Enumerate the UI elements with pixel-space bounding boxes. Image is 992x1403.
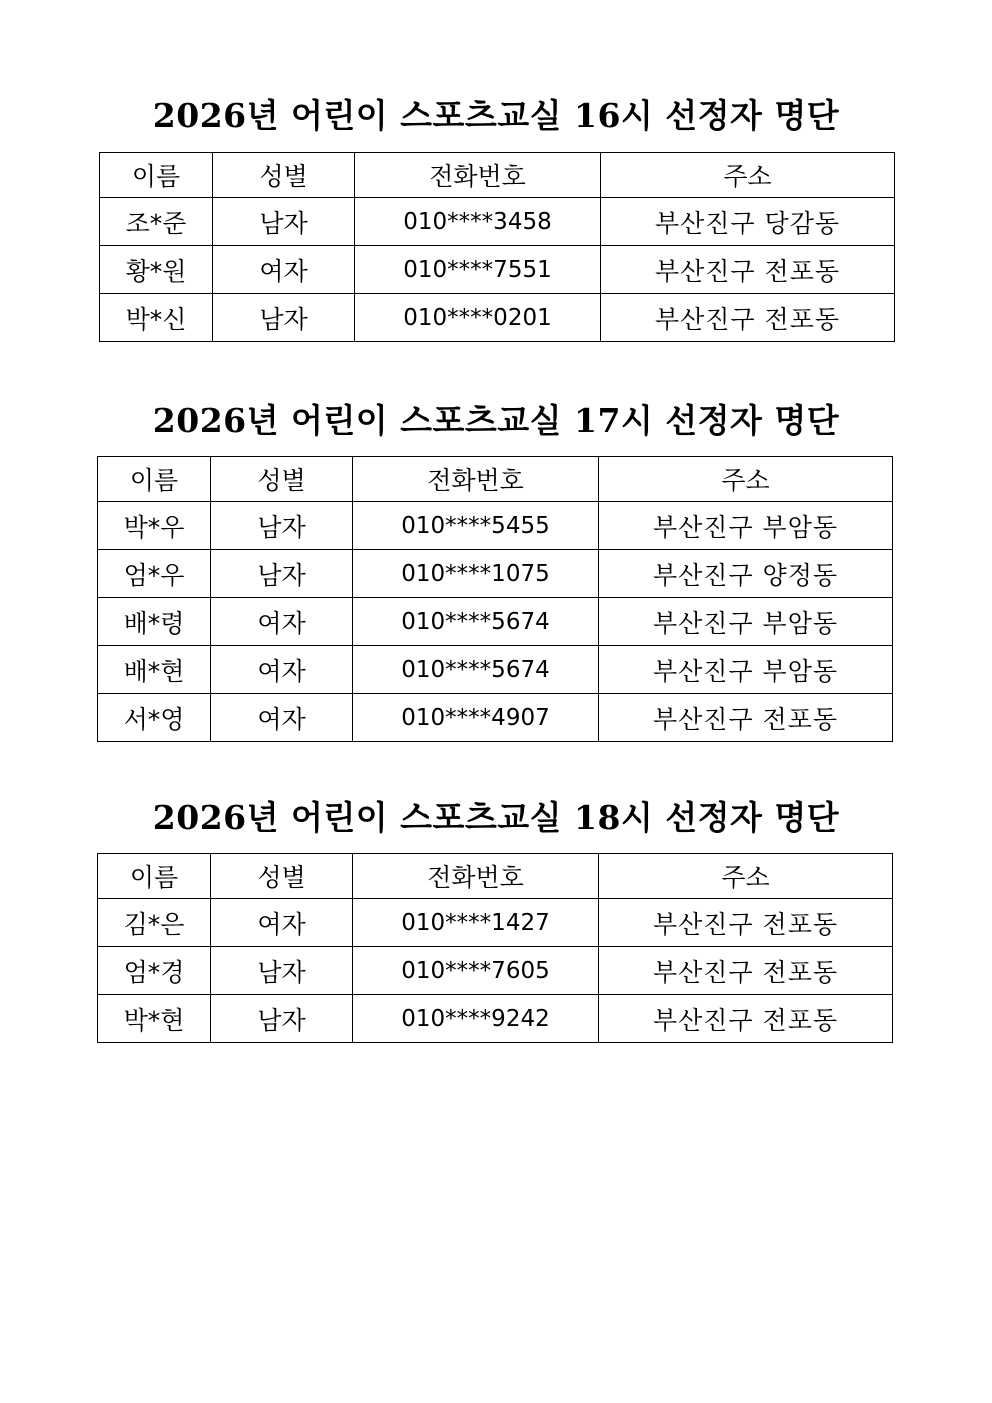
cell-address: 부산진구 부암동 [599,502,893,550]
cell-gender: 남자 [211,947,353,995]
table-row [98,550,893,598]
cell-address: 부산진구 부암동 [599,598,893,646]
header-address: 주소 [599,457,893,502]
table-header-row [100,153,895,198]
cell-phone: 010****3458 [355,198,601,246]
cell-gender: 여자 [211,598,353,646]
cell-name: 박*우 [98,502,211,550]
header-phone: 전화번호 [353,457,599,502]
header-phone: 전화번호 [355,153,601,198]
cell-address: 부산진구 전포동 [601,294,895,342]
header-phone: 전화번호 [353,854,599,899]
header-address: 주소 [599,854,893,899]
cell-name: 김*은 [98,899,211,947]
header-address: 주소 [601,153,895,198]
table-row [100,246,895,294]
cell-gender: 남자 [213,198,355,246]
cell-gender: 남자 [211,502,353,550]
roster-table-18 [97,853,893,1043]
cell-gender: 남자 [211,550,353,598]
cell-address: 부산진구 전포동 [599,947,893,995]
table-row [98,899,893,947]
table-row [98,694,893,742]
cell-address: 부산진구 부암동 [599,646,893,694]
roster-table-16 [99,152,895,342]
cell-address: 부산진구 양정동 [599,550,893,598]
cell-address: 부산진구 전포동 [601,246,895,294]
table-row [98,646,893,694]
cell-phone: 010****0201 [355,294,601,342]
table-row [98,598,893,646]
section-title-16: 2026년 어린이 스포츠교실 16시 선정자 명단 [152,96,840,135]
cell-name: 조*준 [100,198,213,246]
cell-phone: 010****4907 [353,694,599,742]
cell-gender: 여자 [211,899,353,947]
cell-phone: 010****5674 [353,598,599,646]
cell-address: 부산진구 전포동 [599,899,893,947]
cell-phone: 010****7551 [355,246,601,294]
cell-phone: 010****5455 [353,502,599,550]
header-name: 이름 [98,854,211,899]
table-row [98,502,893,550]
cell-gender: 여자 [211,646,353,694]
cell-address: 부산진구 전포동 [599,995,893,1043]
cell-phone: 010****9242 [353,995,599,1043]
table-row [100,198,895,246]
table-header-row [98,854,893,899]
table-row [98,995,893,1043]
cell-gender: 여자 [211,694,353,742]
table-header-row [98,457,893,502]
cell-phone: 010****7605 [353,947,599,995]
roster-table-17 [97,456,893,742]
cell-name: 엄*우 [98,550,211,598]
cell-name: 엄*경 [98,947,211,995]
cell-name: 배*령 [98,598,211,646]
header-gender: 성별 [213,153,355,198]
cell-name: 황*원 [100,246,213,294]
section-title-17: 2026년 어린이 스포츠교실 17시 선정자 명단 [152,401,840,440]
cell-name: 박*신 [100,294,213,342]
cell-name: 서*영 [98,694,211,742]
table-row [98,947,893,995]
table-row [100,294,895,342]
cell-gender: 남자 [213,294,355,342]
cell-gender: 남자 [211,995,353,1043]
cell-phone: 010****1427 [353,899,599,947]
header-gender: 성별 [211,854,353,899]
cell-phone: 010****5674 [353,646,599,694]
cell-name: 배*현 [98,646,211,694]
cell-address: 부산진구 전포동 [599,694,893,742]
header-gender: 성별 [211,457,353,502]
header-name: 이름 [100,153,213,198]
cell-phone: 010****1075 [353,550,599,598]
cell-address: 부산진구 당감동 [601,198,895,246]
section-title-18: 2026년 어린이 스포츠교실 18시 선정자 명단 [152,798,840,837]
cell-gender: 여자 [213,246,355,294]
cell-name: 박*현 [98,995,211,1043]
header-name: 이름 [98,457,211,502]
